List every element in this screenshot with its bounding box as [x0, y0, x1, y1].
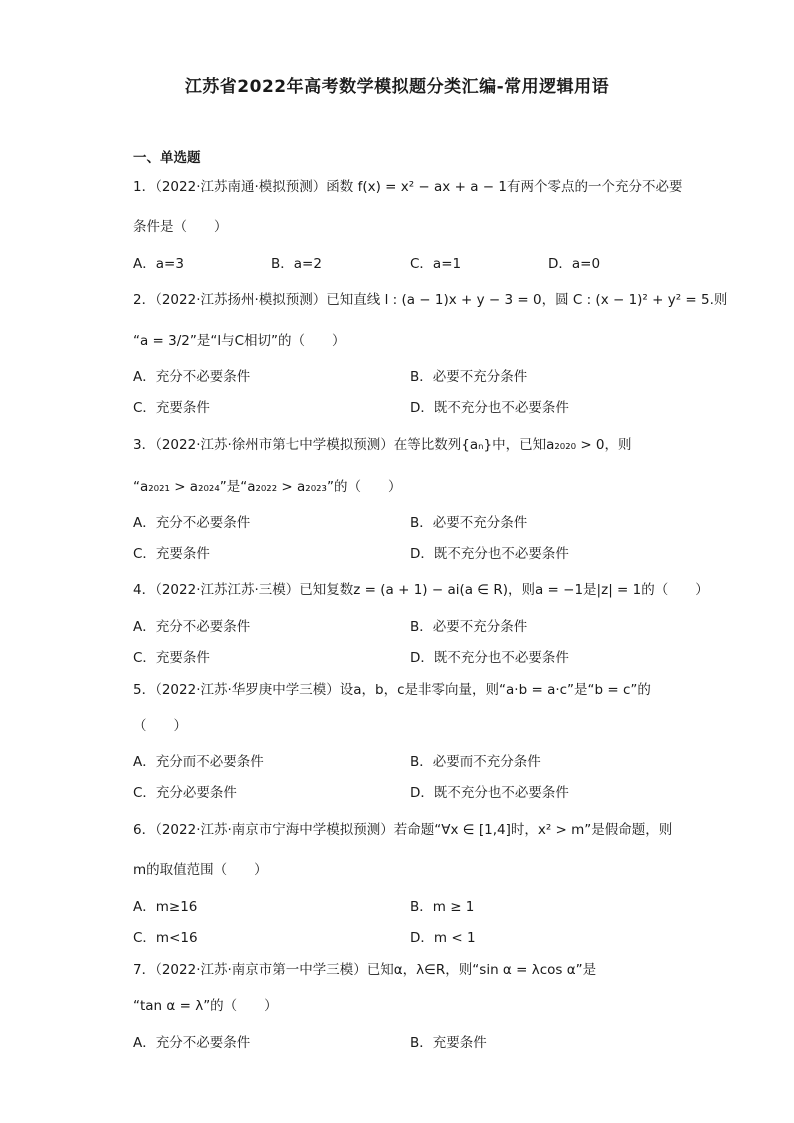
q2-option-b: B．必要不充分条件 [410, 369, 528, 385]
q6-option-c: C．m<16 [133, 930, 198, 946]
q5-option-a: A．充分而不必要条件 [133, 754, 264, 770]
q1-option-d: D．a=0 [548, 256, 601, 272]
q6-line1: 6．（2022·江苏·南京市宁海中学模拟预测）若命题“∀x ∈ [1,4]时，x² > m”是假命题，则 [133, 822, 673, 838]
q7-option-b: B．充要条件 [410, 1035, 487, 1051]
q2-line2: “a = 3/2”是“l与C相切”的（ ） [133, 333, 346, 349]
section-heading: 一、单选题 [133, 150, 201, 166]
q1-line1: 1．（2022·江苏南通·模拟预测）函数 f(x) = x² − ax + a − 1有两个零点的一个充分不必要 [133, 179, 683, 195]
q3-option-c: C．充要条件 [133, 546, 210, 562]
q3-option-a: A．充分不必要条件 [133, 515, 251, 531]
q1-line2: 条件是（ ） [133, 219, 228, 235]
q5-line1: 5．（2022·江苏·华罗庚中学三模）设a，b，c是非零向量，则“a·b = a·c”是“b = c”的 [133, 682, 651, 698]
q2-option-d: D．既不充分也不必要条件 [410, 400, 569, 416]
q2-option-a: A．充分不必要条件 [133, 369, 251, 385]
q1-option-c: C．a=1 [410, 256, 462, 272]
q5-option-d: D．既不充分也不必要条件 [410, 785, 569, 801]
document-title: 江苏省2022年高考数学模拟题分类汇编-常用逻辑用语 [184, 77, 610, 97]
q5-option-c: C．充分必要条件 [133, 785, 237, 801]
q3-option-b: B．必要不充分条件 [410, 515, 528, 531]
q1-option-b: B．a=2 [271, 256, 322, 272]
q5-line2: （ ） [133, 718, 187, 734]
q6-option-b: B．m ≥ 1 [410, 899, 475, 915]
q2-option-c: C．充要条件 [133, 400, 210, 416]
q3-line1: 3．（2022·江苏·徐州市第七中学模拟预测）在等比数列{aₙ}中，已知a₂₀₂₀ > 0，则 [133, 437, 632, 453]
q4-option-c: C．充要条件 [133, 650, 210, 666]
q7-option-a: A．充分不必要条件 [133, 1035, 251, 1051]
q3-option-d: D．既不充分也不必要条件 [410, 546, 569, 562]
q4-option-a: A．充分不必要条件 [133, 619, 251, 635]
q7-line1: 7．（2022·江苏·南京市第一中学三模）已知α，λ∈R，则“sin α = λcos α”是 [133, 962, 597, 978]
q5-option-b: B．必要而不充分条件 [410, 754, 541, 770]
q6-line2: m的取值范围（ ） [133, 862, 268, 878]
q4-line1: 4．（2022·江苏江苏·三模）已知复数z = (a + 1) − ai(a ∈ R)，则a = −1是|z| = 1的（ ） [133, 582, 709, 598]
q7-line2: “tan α = λ”的（ ） [133, 998, 278, 1014]
q4-option-d: D．既不充分也不必要条件 [410, 650, 569, 666]
q6-option-a: A．m≥16 [133, 899, 198, 915]
q4-option-b: B．必要不充分条件 [410, 619, 528, 635]
q2-line1: 2．（2022·江苏扬州·模拟预测）已知直线 l : (a − 1)x + y − 3 = 0，圆 C : (x − 1)² + y² = 5.则 [133, 292, 728, 308]
q1-option-a: A．a=3 [133, 256, 184, 272]
q3-line2: “a₂₀₂₁ > a₂₀₂₄”是“a₂₀₂₂ > a₂₀₂₃”的（ ） [133, 479, 402, 495]
q6-option-d: D．m < 1 [410, 930, 476, 946]
